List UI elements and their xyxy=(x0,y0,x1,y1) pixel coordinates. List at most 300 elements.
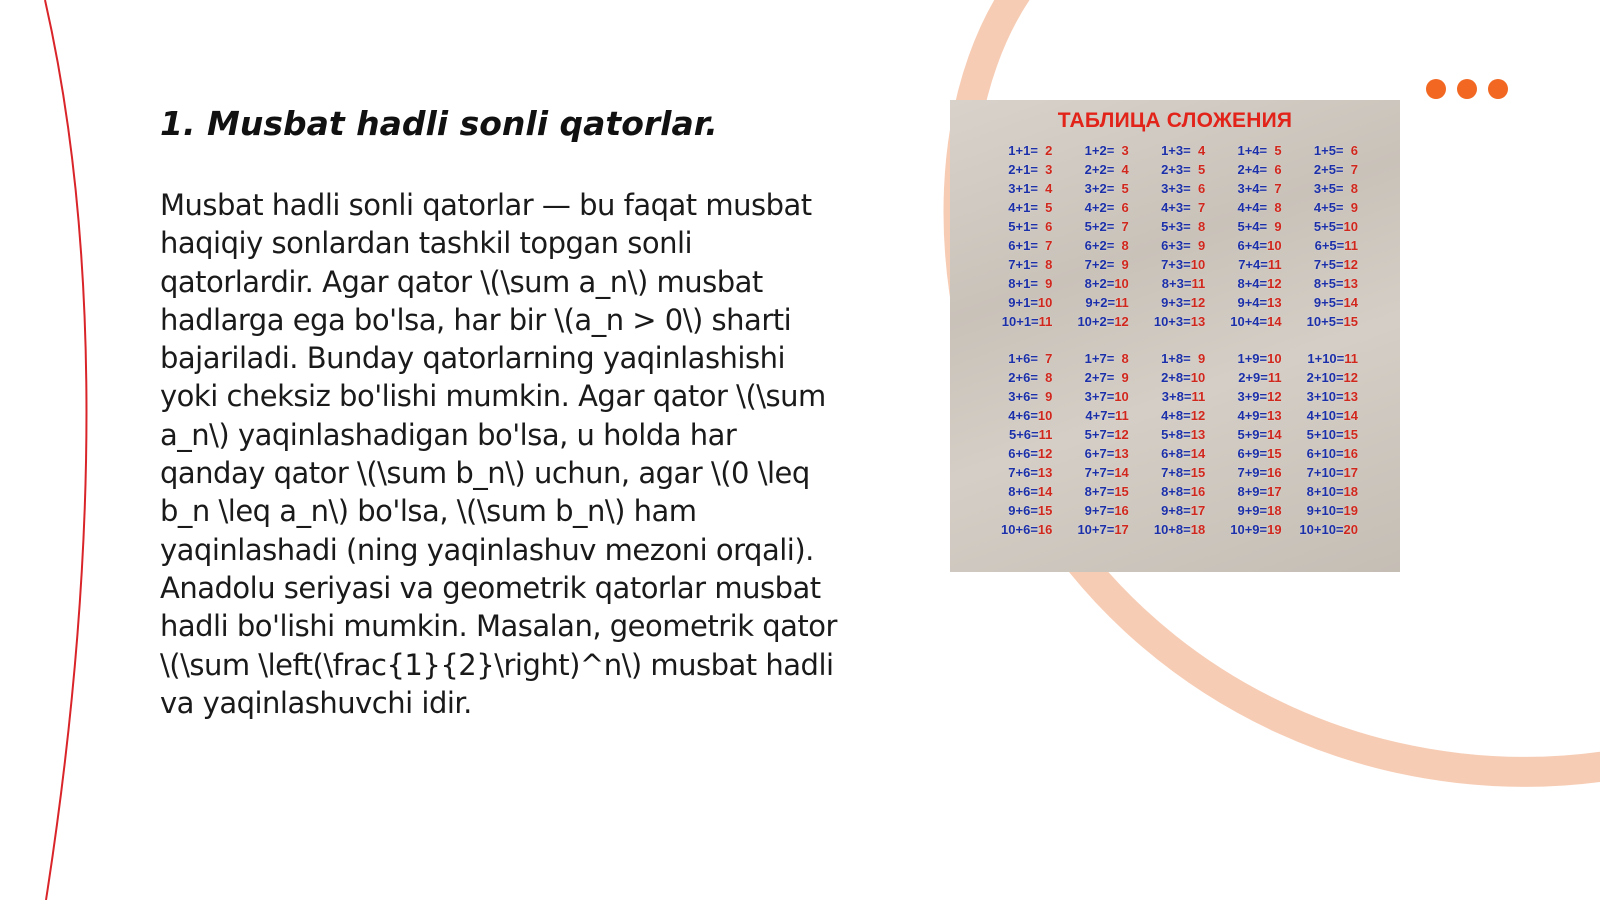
equation-lhs: 1+9= xyxy=(1237,351,1268,366)
addition-equation xyxy=(1237,274,1281,293)
equation-result: 15 xyxy=(1190,465,1206,480)
equation-result: 16 xyxy=(1037,522,1053,537)
equation-result: 9 xyxy=(1190,351,1206,366)
addition-equation xyxy=(1085,349,1129,368)
equation-lhs: 5+8= xyxy=(1161,427,1191,442)
addition-equation xyxy=(1161,444,1205,463)
addition-equation xyxy=(1085,368,1129,387)
equation-result: 5 xyxy=(1267,143,1282,158)
equation-lhs: 7+3= xyxy=(1161,257,1191,272)
equation-result: 5 xyxy=(1114,181,1129,196)
equation-result: 11 xyxy=(1038,427,1053,442)
equation-result: 8 xyxy=(1037,370,1053,385)
equation-result: 8 xyxy=(1267,200,1282,215)
addition-equation xyxy=(1008,368,1052,387)
addition-equation xyxy=(1008,501,1052,520)
addition-equation xyxy=(1085,274,1129,293)
equation-result: 17 xyxy=(1114,522,1129,537)
slide-title: 1. Musbat hadli sonli qatorlar. xyxy=(160,104,718,143)
equation-result: 9 xyxy=(1267,219,1282,234)
menu-dots-decoration xyxy=(1426,79,1508,99)
addition-equation xyxy=(1008,463,1052,482)
addition-equation xyxy=(1085,255,1129,274)
equation-result: 12 xyxy=(1267,276,1282,291)
equation-result: 11 xyxy=(1267,257,1282,272)
equation-lhs: 1+5= xyxy=(1313,143,1344,158)
equation-result: 20 xyxy=(1343,522,1358,537)
equation-result: 13 xyxy=(1114,446,1129,461)
addition-equation xyxy=(1008,236,1052,255)
equation-lhs: 5+10= xyxy=(1306,427,1344,442)
equation-result: 12 xyxy=(1114,427,1129,442)
equation-result: 4 xyxy=(1190,143,1206,158)
addition-table-column xyxy=(1139,141,1215,331)
equation-lhs: 6+9= xyxy=(1237,446,1268,461)
dot-3 xyxy=(1488,79,1508,99)
left-curve-line xyxy=(45,0,86,900)
equation-result: 10 xyxy=(1343,219,1358,234)
equation-result: 12 xyxy=(1343,257,1358,272)
addition-equation xyxy=(1314,141,1358,160)
equation-lhs: 4+2= xyxy=(1084,200,1115,215)
addition-equation xyxy=(1008,444,1052,463)
equation-lhs: 3+3= xyxy=(1161,181,1191,196)
addition-table-column xyxy=(1062,141,1138,331)
equation-result: 10 xyxy=(1267,351,1282,366)
equation-result: 6 xyxy=(1267,162,1282,177)
equation-result: 11 xyxy=(1191,389,1206,404)
equation-lhs: 9+2= xyxy=(1085,295,1116,310)
addition-equation xyxy=(1314,217,1358,236)
equation-lhs: 1+8= xyxy=(1161,351,1191,366)
equation-result: 12 xyxy=(1190,295,1206,310)
equation-lhs: 10+6= xyxy=(1001,522,1038,537)
equation-lhs: 5+3= xyxy=(1161,219,1191,234)
equation-result: 15 xyxy=(1267,446,1282,461)
equation-lhs: 5+6= xyxy=(1008,427,1039,442)
addition-table-column xyxy=(986,141,1062,331)
addition-equation xyxy=(1008,255,1052,274)
equation-lhs: 10+7= xyxy=(1077,522,1115,537)
equation-result: 17 xyxy=(1267,484,1282,499)
addition-equation xyxy=(1161,463,1205,482)
addition-equation xyxy=(1162,387,1205,406)
addition-table-column xyxy=(986,349,1062,539)
addition-equation xyxy=(1077,520,1128,539)
equation-result: 7 xyxy=(1267,181,1282,196)
equation-result: 14 xyxy=(1190,446,1206,461)
addition-equation xyxy=(1314,274,1358,293)
equation-lhs: 9+4= xyxy=(1237,295,1268,310)
equation-result: 17 xyxy=(1190,503,1206,518)
addition-equation xyxy=(1237,349,1281,368)
addition-equation xyxy=(1161,179,1205,198)
addition-equation xyxy=(1307,444,1358,463)
equation-lhs: 8+6= xyxy=(1008,484,1038,499)
equation-lhs: 10+8= xyxy=(1153,522,1191,537)
addition-equation xyxy=(1008,217,1052,236)
equation-lhs: 5+2= xyxy=(1084,219,1115,234)
addition-equation xyxy=(1154,520,1205,539)
addition-equation xyxy=(1161,217,1205,236)
equation-lhs: 2+4= xyxy=(1237,162,1268,177)
equation-result: 9 xyxy=(1114,257,1129,272)
equation-result: 7 xyxy=(1037,238,1053,253)
addition-equation xyxy=(1307,368,1358,387)
equation-result: 19 xyxy=(1343,503,1358,518)
equation-lhs: 9+8= xyxy=(1161,503,1191,518)
equation-result: 2 xyxy=(1037,143,1053,158)
addition-equation xyxy=(1161,368,1205,387)
equation-lhs: 3+7= xyxy=(1084,389,1115,404)
addition-table-top-block xyxy=(986,141,1368,331)
equation-lhs: 4+5= xyxy=(1313,200,1344,215)
addition-equation xyxy=(1085,198,1129,217)
addition-equation xyxy=(1161,482,1205,501)
equation-lhs: 1+1= xyxy=(1008,143,1038,158)
equation-lhs: 5+9= xyxy=(1237,427,1268,442)
equation-result: 7 xyxy=(1343,162,1358,177)
addition-equation xyxy=(1161,160,1205,179)
equation-lhs: 1+2= xyxy=(1084,143,1115,158)
addition-equation xyxy=(1009,425,1052,444)
equation-result: 8 xyxy=(1190,219,1206,234)
equation-result: 18 xyxy=(1190,522,1206,537)
equation-lhs: 6+7= xyxy=(1084,446,1115,461)
addition-equation xyxy=(1161,425,1205,444)
addition-equation xyxy=(1085,463,1129,482)
equation-result: 15 xyxy=(1343,427,1358,442)
equation-result: 10 xyxy=(1190,370,1206,385)
equation-lhs: 8+3= xyxy=(1161,276,1192,291)
equation-lhs: 7+1= xyxy=(1008,257,1038,272)
equation-lhs: 5+4= xyxy=(1237,219,1268,234)
equation-lhs: 8+5= xyxy=(1313,276,1344,291)
equation-lhs: 10+9= xyxy=(1230,522,1268,537)
equation-result: 10 xyxy=(1037,295,1053,310)
addition-equation xyxy=(1237,387,1281,406)
equation-lhs: 7+4= xyxy=(1238,257,1268,272)
addition-equation xyxy=(1161,141,1205,160)
equation-result: 13 xyxy=(1190,314,1206,329)
equation-result: 12 xyxy=(1114,314,1129,329)
equation-result: 14 xyxy=(1343,295,1358,310)
addition-equation xyxy=(1307,387,1358,406)
equation-lhs: 4+4= xyxy=(1237,200,1268,215)
equation-result: 7 xyxy=(1190,200,1206,215)
addition-equation xyxy=(1307,312,1358,331)
equation-lhs: 6+3= xyxy=(1161,238,1191,253)
equation-result: 9 xyxy=(1343,200,1358,215)
addition-equation xyxy=(1008,274,1052,293)
addition-equation xyxy=(1230,520,1281,539)
addition-equation xyxy=(1085,179,1129,198)
addition-equation xyxy=(1237,236,1281,255)
equation-lhs: 2+9= xyxy=(1238,370,1268,385)
equation-lhs: 1+4= xyxy=(1237,143,1268,158)
addition-equation xyxy=(1237,482,1281,501)
equation-result: 8 xyxy=(1037,257,1053,272)
equation-lhs: 6+1= xyxy=(1008,238,1038,253)
addition-equation xyxy=(1077,312,1128,331)
addition-equation xyxy=(1008,482,1052,501)
equation-result: 7 xyxy=(1037,351,1053,366)
addition-table-column xyxy=(1062,349,1138,539)
equation-lhs: 4+9= xyxy=(1237,408,1268,423)
addition-equation xyxy=(1307,482,1358,501)
equation-result: 16 xyxy=(1190,484,1206,499)
equation-lhs: 1+6= xyxy=(1008,351,1038,366)
equation-result: 11 xyxy=(1191,276,1206,291)
equation-lhs: 5+5= xyxy=(1313,219,1344,234)
addition-table-title: ТАБЛИЦА СЛОЖЕНИЯ xyxy=(1057,109,1293,132)
addition-equation xyxy=(1237,501,1281,520)
addition-equation xyxy=(1154,312,1205,331)
equation-lhs: 3+8= xyxy=(1161,389,1192,404)
equation-result: 19 xyxy=(1267,522,1282,537)
equation-lhs: 9+7= xyxy=(1084,503,1115,518)
equation-result: 7 xyxy=(1114,219,1129,234)
equation-result: 12 xyxy=(1037,446,1053,461)
equation-lhs: 7+5= xyxy=(1313,257,1344,272)
addition-equation xyxy=(1237,160,1281,179)
equation-lhs: 10+4= xyxy=(1230,314,1268,329)
dot-2 xyxy=(1457,79,1477,99)
addition-equation xyxy=(1085,160,1129,179)
addition-equation xyxy=(1008,406,1052,425)
addition-table-bottom-block xyxy=(986,349,1368,539)
equation-lhs: 2+5= xyxy=(1313,162,1344,177)
addition-equation xyxy=(1237,179,1281,198)
equation-lhs: 7+6= xyxy=(1008,465,1038,480)
equation-lhs: 2+7= xyxy=(1084,370,1115,385)
equation-result: 9 xyxy=(1114,370,1129,385)
equation-lhs: 7+2= xyxy=(1084,257,1115,272)
equation-result: 18 xyxy=(1267,503,1282,518)
equation-result: 12 xyxy=(1190,408,1206,423)
addition-equation xyxy=(1314,179,1358,198)
equation-result: 14 xyxy=(1267,314,1282,329)
addition-equation xyxy=(1238,368,1281,387)
addition-equation xyxy=(1314,160,1358,179)
equation-lhs: 6+5= xyxy=(1314,238,1345,253)
equation-result: 13 xyxy=(1190,427,1206,442)
equation-lhs: 8+10= xyxy=(1306,484,1344,499)
addition-equation xyxy=(1237,463,1281,482)
addition-table-column xyxy=(1292,349,1368,539)
equation-lhs: 6+2= xyxy=(1084,238,1115,253)
equation-lhs: 10+10= xyxy=(1299,522,1344,537)
equation-lhs: 9+1= xyxy=(1008,295,1038,310)
equation-lhs: 1+3= xyxy=(1161,143,1191,158)
addition-equation xyxy=(1001,520,1052,539)
equation-lhs: 3+10= xyxy=(1306,389,1344,404)
equation-lhs: 8+7= xyxy=(1084,484,1115,499)
addition-equation xyxy=(1162,274,1205,293)
equation-lhs: 9+6= xyxy=(1008,503,1038,518)
equation-result: 6 xyxy=(1037,219,1053,234)
addition-equation xyxy=(1314,255,1358,274)
addition-equation xyxy=(1085,501,1129,520)
equation-lhs: 6+4= xyxy=(1237,238,1268,253)
addition-equation xyxy=(1161,349,1205,368)
addition-equation xyxy=(1307,463,1358,482)
equation-lhs: 4+3= xyxy=(1161,200,1191,215)
equation-result: 8 xyxy=(1343,181,1358,196)
equation-lhs: 10+1= xyxy=(1001,314,1039,329)
equation-result: 10 xyxy=(1114,276,1129,291)
equation-lhs: 6+6= xyxy=(1008,446,1038,461)
equation-result: 8 xyxy=(1114,351,1129,366)
addition-equation xyxy=(1085,387,1129,406)
equation-lhs: 2+1= xyxy=(1008,162,1038,177)
equation-lhs: 9+10= xyxy=(1306,503,1344,518)
addition-equation xyxy=(1008,179,1052,198)
equation-result: 9 xyxy=(1190,238,1206,253)
addition-equation xyxy=(1008,198,1052,217)
equation-lhs: 6+8= xyxy=(1161,446,1191,461)
slide-body-text: Musbat hadli sonli qatorlar — bu faqat musbat haqiqiy sonlardan tashkil topgan sonli qatorlardir. Agar qator \(\sum a_n\) musbat hadlarga ega bo'lsa, har bir \(a_n > 0\) sharti bajariladi. Bunday qatorlarning yaqinlashishi yoki cheksiz bo'lishi mumkin. Agar qator \(\sum a_n\) yaqinlashadigan bo'lsa, u holda har qanday qator \(\sum b_n\) uchun, agar \(0 \leq b_n \leq a_n\) bo'lsa, \(\sum b_n\) ham yaqinlashadi (ning yaqinlashuv mezoni orqali). Anadolu seriyasi va geometrik qatorlar musbat hadli bo'lishi mumkin. Masalan, geometrik qator \(\sum \left(\frac{1}{2}\right)^n\) musbat hadli va yaqinlashuvchi idir. xyxy=(160,188,837,720)
equation-lhs: 2+10= xyxy=(1306,370,1344,385)
equation-lhs: 9+5= xyxy=(1313,295,1344,310)
equation-lhs: 4+10= xyxy=(1306,408,1344,423)
addition-table-column xyxy=(1215,141,1291,331)
equation-result: 4 xyxy=(1114,162,1129,177)
equation-result: 10 xyxy=(1190,257,1206,272)
equation-result: 8 xyxy=(1114,238,1129,253)
equation-result: 4 xyxy=(1037,181,1053,196)
equation-result: 6 xyxy=(1114,200,1129,215)
equation-lhs: 10+5= xyxy=(1306,314,1344,329)
addition-equation xyxy=(1314,198,1358,217)
equation-result: 10 xyxy=(1114,389,1129,404)
equation-lhs: 10+3= xyxy=(1153,314,1191,329)
equation-result: 14 xyxy=(1267,427,1282,442)
equation-lhs: 9+3= xyxy=(1161,295,1191,310)
addition-equation xyxy=(1085,217,1129,236)
equation-result: 6 xyxy=(1343,143,1358,158)
addition-equation xyxy=(1161,501,1205,520)
equation-result: 14 xyxy=(1114,465,1129,480)
equation-lhs: 3+2= xyxy=(1084,181,1115,196)
addition-table-column xyxy=(1215,349,1291,539)
equation-result: 13 xyxy=(1343,389,1358,404)
equation-result: 11 xyxy=(1115,295,1129,310)
equation-result: 10 xyxy=(1037,408,1053,423)
addition-equation xyxy=(1307,425,1358,444)
addition-equation xyxy=(1307,501,1358,520)
addition-equation xyxy=(1237,141,1281,160)
equation-result: 16 xyxy=(1267,465,1282,480)
equation-lhs: 7+10= xyxy=(1306,465,1344,480)
equation-result: 10 xyxy=(1267,238,1282,253)
addition-equation xyxy=(1299,520,1358,539)
addition-equation xyxy=(1161,293,1205,312)
equation-lhs: 8+9= xyxy=(1237,484,1268,499)
equation-lhs: 8+8= xyxy=(1161,484,1191,499)
equation-result: 11 xyxy=(1115,408,1129,423)
equation-result: 13 xyxy=(1343,276,1358,291)
addition-equation xyxy=(1315,236,1358,255)
equation-lhs: 2+6= xyxy=(1008,370,1038,385)
equation-lhs: 4+8= xyxy=(1161,408,1191,423)
equation-result: 14 xyxy=(1343,408,1358,423)
addition-equation xyxy=(1237,293,1281,312)
equation-result: 13 xyxy=(1267,295,1282,310)
addition-equation xyxy=(1161,198,1205,217)
equation-result: 3 xyxy=(1037,162,1053,177)
addition-equation xyxy=(1085,141,1129,160)
addition-equation xyxy=(1085,482,1129,501)
equation-lhs: 9+9= xyxy=(1237,503,1268,518)
equation-lhs: 5+7= xyxy=(1084,427,1115,442)
equation-result: 11 xyxy=(1344,238,1358,253)
equation-lhs: 8+2= xyxy=(1084,276,1115,291)
addition-equation xyxy=(1237,198,1281,217)
addition-equation xyxy=(1307,349,1358,368)
equation-result: 16 xyxy=(1343,446,1358,461)
equation-result: 17 xyxy=(1343,465,1358,480)
equation-lhs: 4+6= xyxy=(1008,408,1038,423)
equation-lhs: 6+10= xyxy=(1306,446,1344,461)
addition-equation xyxy=(1238,255,1281,274)
equation-lhs: 3+4= xyxy=(1237,181,1268,196)
equation-lhs: 1+10= xyxy=(1307,351,1345,366)
addition-table-column xyxy=(1292,141,1368,331)
equation-result: 15 xyxy=(1114,484,1129,499)
addition-table-image xyxy=(950,100,1400,572)
equation-result: 12 xyxy=(1267,389,1282,404)
equation-result: 15 xyxy=(1037,503,1053,518)
addition-equation xyxy=(1237,406,1281,425)
addition-equation xyxy=(1307,406,1358,425)
equation-result: 9 xyxy=(1037,276,1053,291)
equation-result: 15 xyxy=(1343,314,1358,329)
equation-result: 16 xyxy=(1114,503,1129,518)
addition-equation xyxy=(1008,160,1052,179)
equation-result: 18 xyxy=(1343,484,1358,499)
equation-lhs: 2+3= xyxy=(1161,162,1191,177)
equation-lhs: 2+2= xyxy=(1084,162,1115,177)
addition-equation xyxy=(1161,255,1205,274)
equation-result: 5 xyxy=(1037,200,1053,215)
addition-equation xyxy=(1085,406,1128,425)
equation-result: 9 xyxy=(1037,389,1053,404)
equation-result: 11 xyxy=(1344,351,1358,366)
equation-lhs: 4+7= xyxy=(1085,408,1116,423)
equation-lhs: 7+9= xyxy=(1237,465,1268,480)
addition-table-column xyxy=(1139,349,1215,539)
equation-lhs: 8+4= xyxy=(1237,276,1268,291)
addition-equation xyxy=(1237,217,1281,236)
addition-equation xyxy=(1008,349,1052,368)
equation-lhs: 3+5= xyxy=(1313,181,1344,196)
equation-result: 13 xyxy=(1037,465,1053,480)
addition-equation xyxy=(1237,444,1281,463)
equation-result: 12 xyxy=(1343,370,1358,385)
equation-result: 11 xyxy=(1038,314,1053,329)
equation-result: 5 xyxy=(1190,162,1206,177)
equation-lhs: 3+1= xyxy=(1008,181,1038,196)
equation-lhs: 10+2= xyxy=(1077,314,1115,329)
equation-lhs: 7+8= xyxy=(1161,465,1191,480)
equation-lhs: 1+7= xyxy=(1084,351,1115,366)
addition-equation xyxy=(1230,312,1281,331)
addition-equation xyxy=(1161,236,1205,255)
equation-result: 13 xyxy=(1267,408,1282,423)
equation-lhs: 3+6= xyxy=(1008,389,1038,404)
equation-result: 11 xyxy=(1267,370,1282,385)
